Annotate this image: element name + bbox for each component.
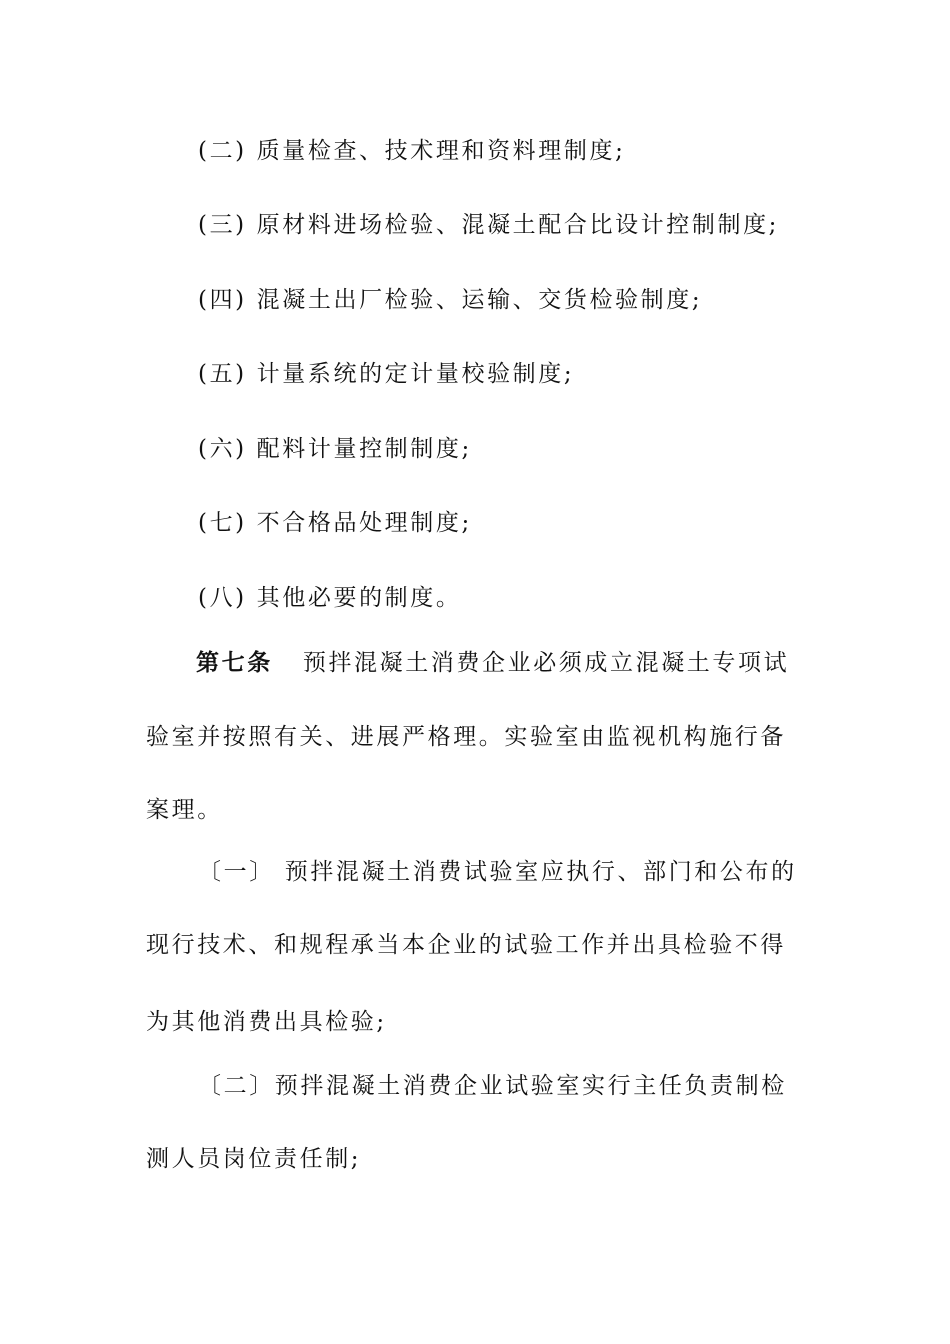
item-label: (六) [198,436,247,462]
item-text: 计量系统的定计量校验制度; [256,361,575,387]
item-label: (四) [198,287,247,313]
clause-paragraph-line: 〔一〕 预拌混凝土消费试验室应执行、部门和公布的 [198,859,797,885]
clause-paragraph-line: 为其他消费出具检验; [146,1009,387,1035]
article-paragraph-line [196,648,789,678]
clause-paragraph-line: 〔二〕预拌混凝土消费企业试验室实行主任负责制检 [198,1073,787,1099]
list-item [198,583,461,613]
item-text: 质量检查、技术理和资料理制度; [256,138,626,164]
article-paragraph-line: 验室并按照有关、进展严格理。实验室由监视机构施行备 [146,724,786,750]
item-label: (八) [198,585,247,611]
item-text: 不合格品处理制度; [256,510,472,536]
item-label: (三) [198,212,247,238]
item-label: (二) [198,138,247,164]
list-item [198,136,625,166]
list-item [198,210,779,240]
item-text: 混凝土出厂检验、运输、交货检验制度; [256,287,703,313]
clause-paragraph-line: 测人员岗位责任制; [146,1146,362,1172]
item-text: 配料计量控制制度; [256,436,472,462]
item-label: (五) [198,361,247,387]
list-item [198,285,702,315]
article-text: 预拌混凝土消费企业必须成立混凝土专项试 [302,650,790,676]
list-item [198,434,472,464]
clause-paragraph-line: 现行技术、和规程承当本企业的试验工作并出具检验不得 [146,932,786,958]
article-paragraph-line: 案理。 [146,797,223,823]
item-label: (七) [198,510,247,536]
article-heading: 第七条 [196,650,273,676]
item-text: 原材料进场检验、混凝土配合比设计控制制度; [256,212,780,238]
item-text: 其他必要的制度。 [256,585,462,611]
list-item [198,508,472,538]
list-item [198,359,574,389]
